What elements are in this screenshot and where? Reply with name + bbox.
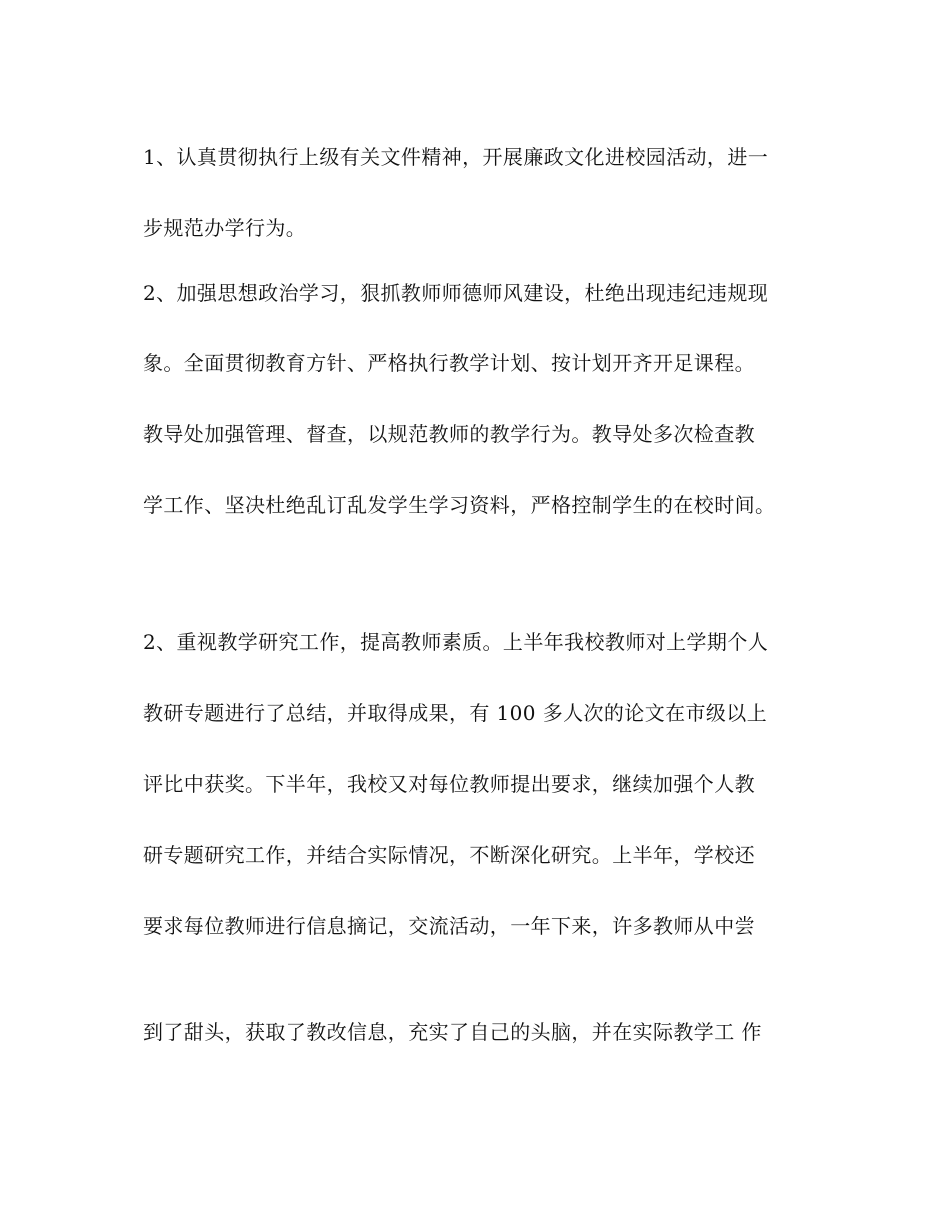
paragraph-2-line-1: 2、加强思想政治学习，狠抓教师师德师风建设，杜绝出现违纪违规现: [143, 281, 769, 305]
paragraph-2-line-4: 学工作、坚决杜绝乱订乱发学生学习资料，严格控制学生的在校时间。: [143, 493, 776, 517]
paragraph-3-line-5: 要求每位教师进行信息摘记，交流活动，一年下来，许多教师从中尝: [143, 914, 755, 938]
paragraph-3-line-2: 教研专题进行了总结，并取得成果，有 100 多人次的论文在市级以上: [143, 701, 768, 725]
paragraph-3-line-3: 评比中获奖。下半年，我校又对每位教师提出要求，继续加强个人教: [143, 772, 755, 796]
paragraph-2-line-2: 象。全面贯彻教育方针、严格执行教学计划、按计划开齐开足课程。: [143, 351, 755, 375]
paragraph-1-line-1: 1、认真贯彻执行上级有关文件精神，开展廉政文化进校园活动，进一: [143, 145, 769, 169]
paragraph-1-line-2: 步规范办学行为。: [143, 216, 307, 240]
paragraph-3-line-6: 到了甜头，获取了教改信息，充实了自己的头脑，并在实际教学工 作: [143, 1020, 762, 1044]
paragraph-3-line-1: 2、重视教学研究工作，提高教师素质。上半年我校教师对上学期个人: [143, 630, 769, 654]
paragraph-2-line-3: 教导处加强管理、督查，以规范教师的教学行为。教导处多次检查教: [143, 422, 755, 446]
paragraph-3-line-4: 研专题研究工作，并结合实际情况，不断深化研究。上半年，学校还: [143, 843, 755, 867]
